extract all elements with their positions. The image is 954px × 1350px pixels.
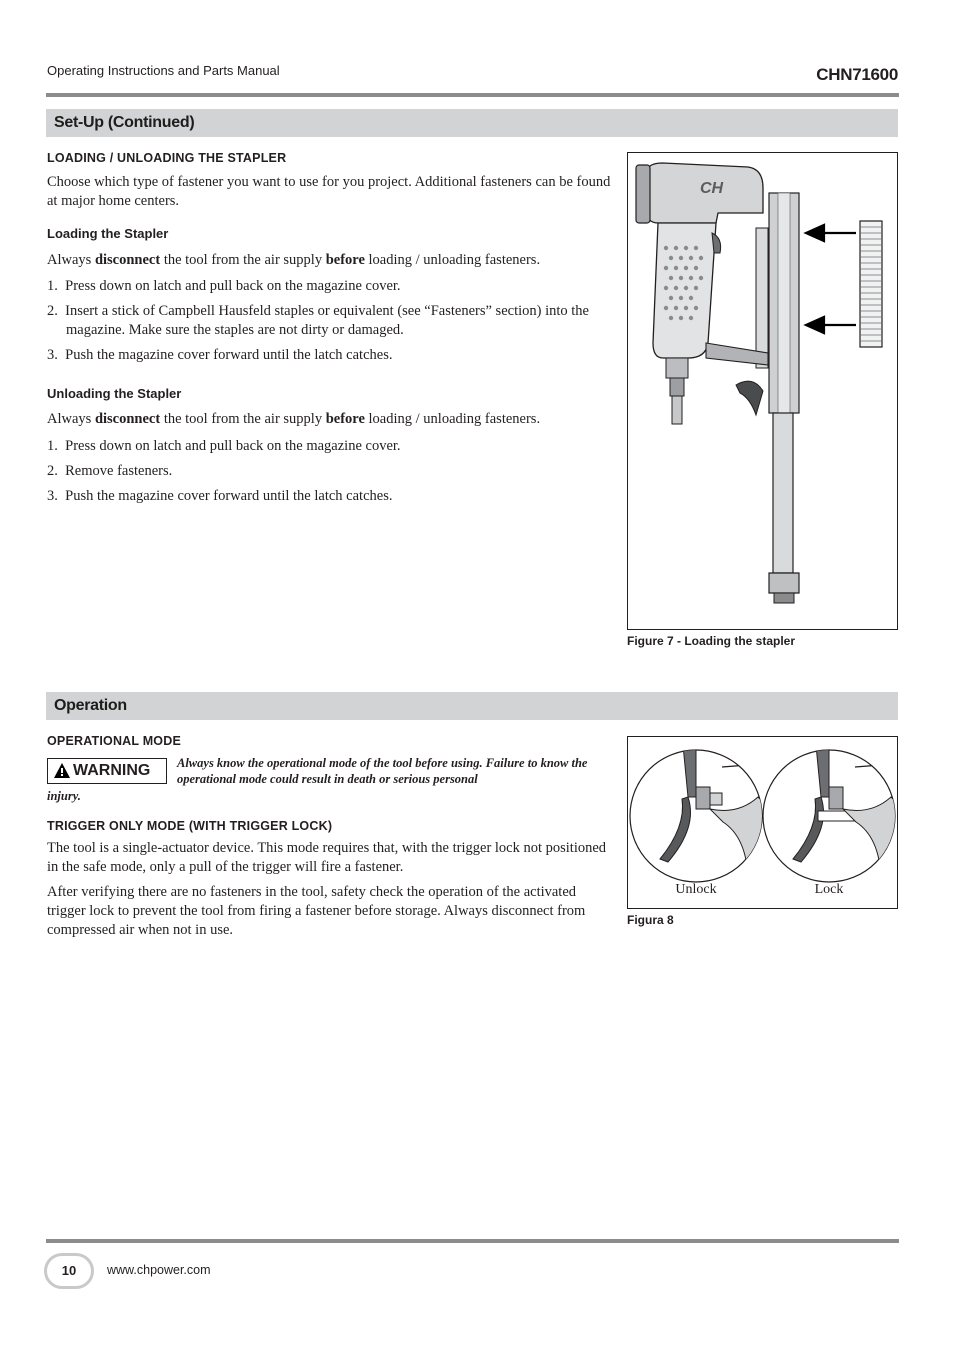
trigger-para-2: After verifying there are no fasteners in the tool, safety check the operation of the activated trigger lock to prevent the tool from firing a fastener before storage. Always disconnect from compressed air when not in use. <box>47 884 586 938</box>
manual-title: Operating Instructions and Parts Manual <box>47 63 280 78</box>
loading-step-2: 2. Insert a stick of Campbell Hausfeld staples or equivalent (see “Fasteners” section) into the magazine. Make sure the staples are not dirty or damaged. <box>47 303 589 338</box>
before-emphasis: before <box>325 252 365 268</box>
setup-section-bar <box>46 109 898 137</box>
tool-logo: CH <box>700 180 724 197</box>
header-rule <box>46 93 899 97</box>
loading-title: Loading the Stapler <box>47 226 169 241</box>
warning-badge <box>47 758 167 784</box>
loading-disconnect-note: Always disconnect the tool from the air supply before loading / unloading fasteners. <box>47 252 541 268</box>
loading-step-1: 1. Press down on latch and pull back on the magazine cover. <box>47 278 401 294</box>
unloading-step-1: 1. Press down on latch and pull back on the magazine cover. <box>47 438 401 454</box>
footer-rule <box>46 1239 899 1243</box>
tool-handle <box>653 223 716 358</box>
warning-text: Always know the operational mode of the tool before using. Failure to know the operational mode could result in death or serious personal <box>177 756 588 786</box>
figure-8-caption: Figura 8 <box>627 913 674 927</box>
insert-arrows <box>806 225 856 333</box>
unloading-title: Unloading the Stapler <box>47 386 182 401</box>
trigger-para-1: The tool is a single-actuator device. This mode requires that, with the trigger lock not positioned in the safe mode, only a pull of the trigger will fire a fastener. <box>47 840 607 875</box>
figure-8-box <box>627 736 898 909</box>
trigger-lock-illustration <box>628 737 897 908</box>
loading-unloading-heading: LOADING / UNLOADING THE STAPLER <box>47 151 287 165</box>
operational-mode-heading: OPERATIONAL MODE <box>47 734 181 748</box>
unloading-disconnect-note: Always disconnect the tool from the air supply before loading / unloading fasteners. <box>47 411 541 427</box>
trigger-only-heading: TRIGGER ONLY MODE (WITH TRIGGER LOCK) <box>47 819 333 833</box>
pusher-tube <box>773 413 793 573</box>
operation-section-bar <box>46 692 898 720</box>
footer-url: www.chpower.com <box>107 1263 211 1277</box>
loading-step-3: 3. Push the magazine cover forward until the latch catches. <box>47 347 393 363</box>
figure-7-box <box>627 152 898 630</box>
setup-section-title: Set-Up (Continued) <box>54 114 195 131</box>
warning-label: WARNING <box>73 762 151 779</box>
unloading-step-3: 3. Push the magazine cover forward until the latch catches. <box>47 488 393 504</box>
latch-lever <box>736 381 763 415</box>
unloading-step-2: 2. Remove fasteners. <box>47 463 173 479</box>
model-number: CHN71600 <box>816 65 898 84</box>
operation-section-title: Operation <box>54 697 127 714</box>
lock-label: Lock <box>814 882 844 897</box>
stapler-illustration <box>628 153 897 629</box>
setup-intro: Choose which type of fastener you want to use for you project. Additional fasteners can be found at major home centers. <box>47 174 611 209</box>
warning-text-continued: injury. <box>47 789 81 803</box>
disconnect-emphasis: disconnect <box>94 252 161 268</box>
warning-triangle-icon <box>54 763 70 778</box>
figure-7-caption: Figure 7 - Loading the stapler <box>627 634 796 648</box>
page-number: 10 <box>44 1253 94 1289</box>
staple-stick <box>860 221 882 347</box>
disconnect-emphasis: disconnect <box>94 411 161 427</box>
before-emphasis: before <box>325 411 365 427</box>
unlock-label: Unlock <box>675 882 717 897</box>
